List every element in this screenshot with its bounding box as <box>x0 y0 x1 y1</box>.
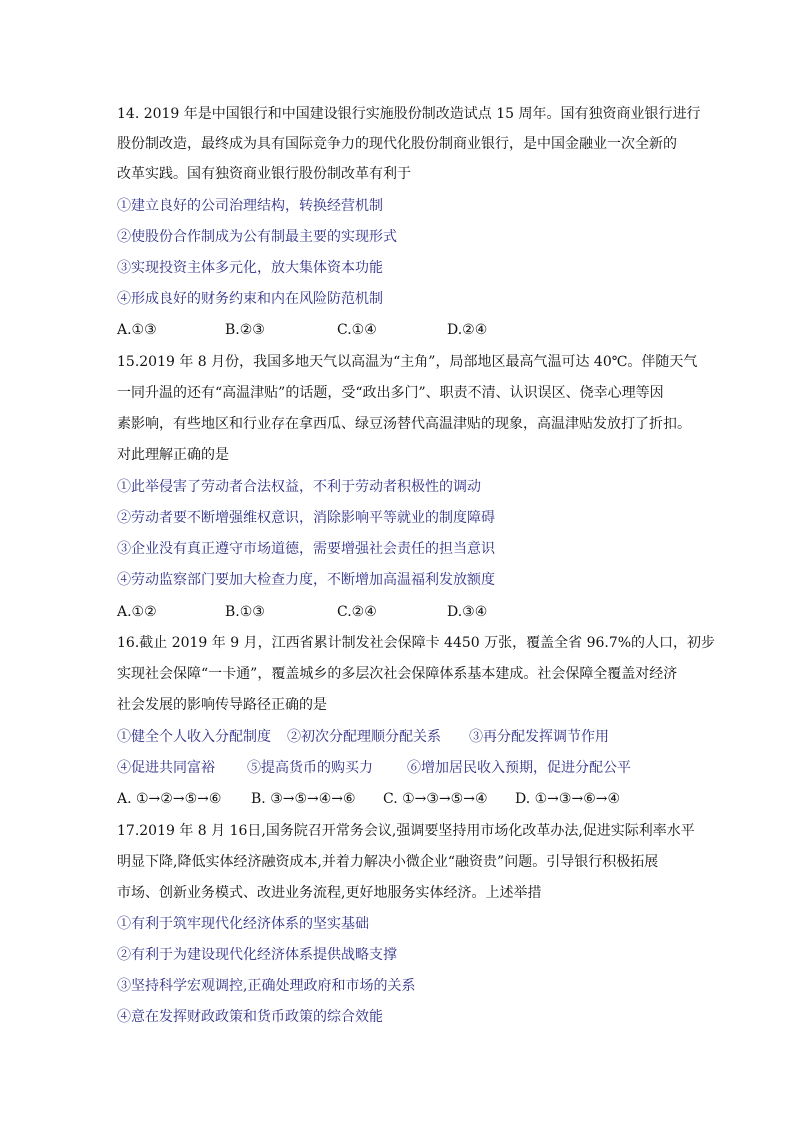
q15-option-4: ④劳动监察部门要加大检查力度，不断增加高温福利发放额度 <box>117 572 495 588</box>
q14-option-3: ③实现投资主体多元化，放大集体资本功能 <box>117 260 383 276</box>
q14-stem-line-2: 股份制改造，最终成为具有国际竞争力的现代化股份制商业银行，是中国金融业一次全新的 <box>117 136 677 152</box>
q14-choice-d: D.②④ <box>447 322 488 338</box>
q16-option-6: ⑥增加居民收入预期，促进分配公平 <box>407 760 631 776</box>
q14-option-2: ②使股份合作制成为公有制最主要的实现形式 <box>117 229 397 245</box>
q16-option-2: ②初次分配理顺分配关系 <box>287 729 441 745</box>
q17-option-4: ④意在发挥财政政策和货币政策的综合效能 <box>117 1009 383 1025</box>
q14-choice-b: B.②③ <box>225 322 265 338</box>
q17-stem-line-2: 明显下降,降低实体经济融资成本,并着力解决小微企业“融资贵”问题。引导银行积极拓展 <box>117 854 659 870</box>
q15-stem-line-1: 15.2019 年 8 月份，我国多地天气以高温为“主角”，局部地区最高气温可达 40℃。伴随天气 <box>117 354 698 370</box>
q16-choice-d: D. ①→③→⑥→④ <box>515 791 621 807</box>
q14-choice-c: C.①④ <box>337 322 377 338</box>
q17-option-2: ②有利于为建设现代化经济体系提供战略支撑 <box>117 947 397 963</box>
q14-option-4: ④形成良好的财务约束和内在风险防范机制 <box>117 291 383 307</box>
q15-option-3: ③企业没有真正遵守市场道德，需要增强社会责任的担当意识 <box>117 541 495 557</box>
q15-choice-c: C.②④ <box>337 604 377 620</box>
q15-choice-b: B.①③ <box>225 604 265 620</box>
q14-option-1: ①建立良好的公司治理结构，转换经营机制 <box>117 198 383 214</box>
q17-stem-line-3: 市场、创新业务模式、改进业务流程,更好地服务实体经济。上述举措 <box>117 885 542 901</box>
q16-option-1: ①健全个人收入分配制度 <box>117 729 271 745</box>
q15-choice-d: D.③④ <box>447 604 488 620</box>
q17-option-1: ①有利于筑牢现代化经济体系的坚实基础 <box>117 916 369 932</box>
q14-stem-line-3: 改革实践。国有独资商业银行股份制改革有利于 <box>117 166 411 182</box>
q15-stem-line-2: 一同升温的还有“高温津贴”的话题，受“政出多门”、职责不清、认识误区、侥幸心理等因 <box>117 385 664 401</box>
q15-stem-line-4: 对此理解正确的是 <box>117 447 229 463</box>
q16-stem-line-2: 实现社会保障“一卡通”，覆盖城乡的多层次社会保障体系基本建成。社会保障全覆盖对经济 <box>117 666 678 682</box>
q16-choice-c: C. ①→③→⑤→④ <box>383 791 488 807</box>
q17-option-3: ③坚持科学宏观调控,正确处理政府和市场的关系 <box>117 978 416 994</box>
q16-stem-line-3: 社会发展的影响传导路径正确的是 <box>117 697 327 713</box>
q16-option-5: ⑤提高货币的购买力 <box>247 760 373 776</box>
q15-choice-a: A.①② <box>117 604 157 620</box>
q14-stem-line-1: 14. 2019 年是中国银行和中国建设银行实施股份制改造试点 15 周年。国有独资商业银行进行 <box>117 106 701 122</box>
q16-choice-a: A. ①→②→⑤→⑥ <box>117 791 222 807</box>
q16-choice-b: B. ③→⑤→④→⑥ <box>251 791 356 807</box>
q16-option-4: ④促进共同富裕 <box>117 760 215 776</box>
q16-stem-line-1: 16.截止 2019 年 9 月，江西省累计制发社会保障卡 4450 万张，覆盖全省 96.7%的人口，初步 <box>117 635 716 651</box>
q16-option-3: ③再分配发挥调节作用 <box>469 729 609 745</box>
q15-option-2: ②劳动者要不断增强维权意识，消除影响平等就业的制度障碍 <box>117 510 495 526</box>
q14-choice-a: A.①③ <box>117 322 157 338</box>
q17-stem-line-1: 17.2019 年 8 月 16日,国务院召开常务会议,强调要坚持用市场化改革办法,促进实际利率水平 <box>117 823 695 839</box>
q15-option-1: ①此举侵害了劳动者合法权益，不利于劳动者积极性的调动 <box>117 479 481 495</box>
q15-stem-line-3: 素影响，有些地区和行业存在拿西瓜、绿豆汤替代高温津贴的现象，高温津贴发放打了折扣。 <box>117 416 691 432</box>
